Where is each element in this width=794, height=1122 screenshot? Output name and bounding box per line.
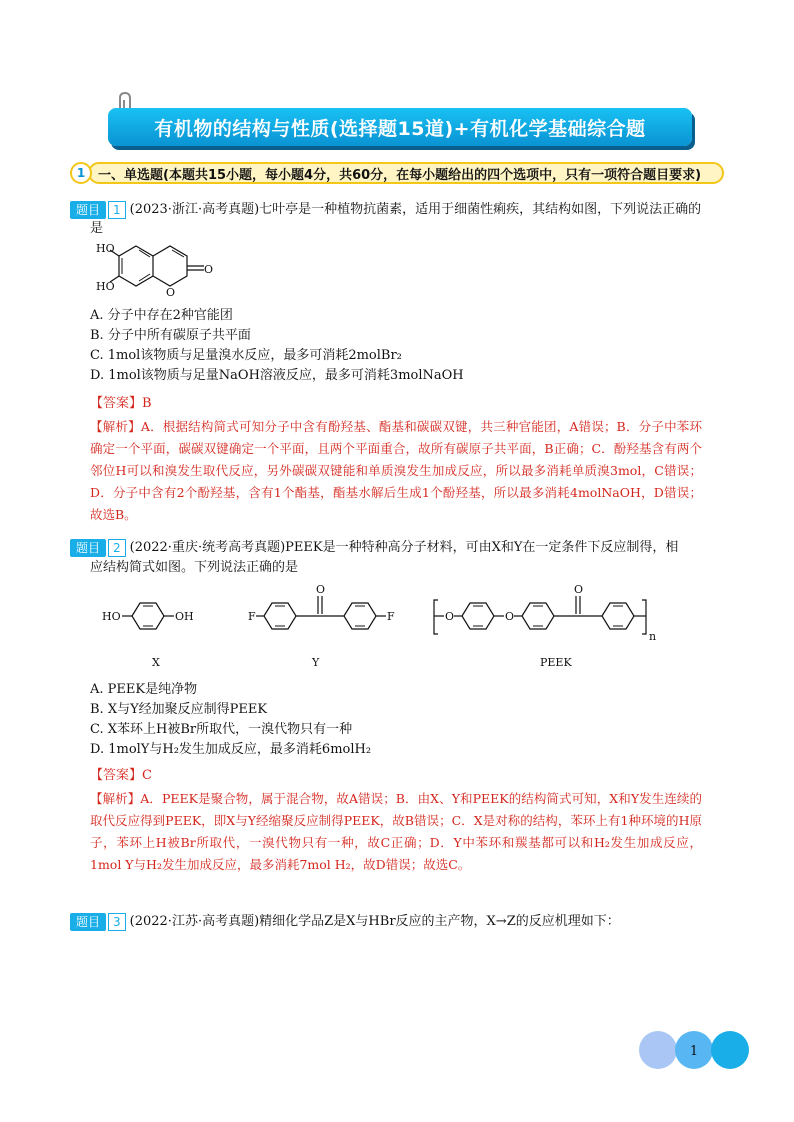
question-number: 2 <box>108 539 126 557</box>
question-3-stem <box>70 912 730 932</box>
page-number-badge <box>638 1030 750 1070</box>
svg-text:HO: HO <box>96 242 115 255</box>
option-c: C. X苯环上H被Br所取代，一溴代物只有一种 <box>90 722 353 737</box>
banner-box <box>108 108 692 146</box>
svg-text:HO: HO <box>102 610 121 623</box>
answer: 【答案】B <box>90 396 152 411</box>
question-2-stem-line2: 应结构简式如图。下列说法正确的是 <box>90 560 299 575</box>
svg-text:F: F <box>387 610 395 623</box>
answer: 【答案】C <box>90 768 152 783</box>
question-stem-line1: (2022·重庆·统考高考真题)PEEK是一种特种高分子材料，可由X和Y在一定条件下反应制得，相 <box>129 540 679 555</box>
question-number: 1 <box>108 201 126 219</box>
question-tag: 题目 <box>70 201 106 219</box>
banner-title: 有机物的结构与性质(选择题15道)+有机化学基础综合题 <box>154 117 646 140</box>
option-a: A. 分子中存在2种官能团 <box>90 308 233 323</box>
svg-text:Y: Y <box>312 656 320 669</box>
option-b: B. X与Y经加聚反应制得PEEK <box>90 702 268 717</box>
question-1-stem <box>70 200 730 220</box>
analysis: 【解析】A．根据结构简式可知分子中含有酚羟基、酯基和碳碳双键，共三种官能团，A错误；B．分子中苯环确定一个平面，碳碳双键确定一个平面，且两个平面重合，故所有碳原子共平面，B正确；C．酚羟基含有两个邻位H可以和溴发生取代反应，另外碳碳双键能和单质溴发生加成反应，所以最多消耗单质溴3mol，C错误；D．分子中含有2个酚羟基，含有1个酯基，酯基水解后生成1个酚羟基，所以最多消耗4molNaOH，D错误；故选B。 <box>90 419 702 522</box>
section-title: 一、单选题(本题共15小题，每小题4分，共60分，在每小题给出的四个选项中，只有一项符合题目要求) <box>98 167 702 183</box>
page-banner <box>108 102 692 148</box>
svg-text:X: X <box>152 656 160 669</box>
question-stem-line1: (2022·江苏·高考真题)精细化学品Z是X与HBr反应的主产物，X→Z的反应机理如下： <box>129 914 620 929</box>
svg-text:F: F <box>248 610 256 623</box>
svg-text:OH: OH <box>175 610 194 623</box>
coumarin-structure <box>96 238 226 302</box>
section-bar <box>88 162 724 184</box>
question-2-stem <box>70 538 730 558</box>
analysis: 【解析】A．PEEK是聚合物，属于混合物，故A错误；B．由X、Y和PEEK的结构简式可知，X和Y发生连续的取代反应得到PEEK，即X与Y经缩聚反应制得PEEK，故B错误；C．X是对称的结构，苯环上有1种环境的H原子，苯环上H被Br所取代，一溴代物只有一种，故C正确；D．Y中苯环和羰基都可以和H₂发生加成反应，1mol Y与H₂发生加成反应，最多消耗7mol H₂，故D错误；故选C。 <box>90 791 702 872</box>
peek-structures <box>100 580 700 670</box>
svg-text:PEEK: PEEK <box>540 656 572 669</box>
svg-text:O: O <box>505 610 515 623</box>
section-header <box>70 162 726 186</box>
svg-text:HO: HO <box>96 280 115 293</box>
option-c: C. 1mol该物质与足量溴水反应，最多可消耗2molBr₂ <box>90 348 402 363</box>
svg-text:O: O <box>316 583 326 596</box>
svg-text:O: O <box>166 286 176 299</box>
option-d: D. 1molY与H₂发生加成反应，最多消耗6molH₂ <box>90 742 372 757</box>
page-number: 1 <box>689 1044 699 1059</box>
svg-text:O: O <box>574 583 584 596</box>
question-tag: 题目 <box>70 539 106 557</box>
svg-text:1: 1 <box>76 166 86 180</box>
svg-text:O: O <box>445 610 455 623</box>
option-b: B. 分子中所有碳原子共平面 <box>90 328 251 343</box>
question-tag: 题目 <box>70 913 106 931</box>
option-a: A. PEEK是纯净物 <box>90 682 198 697</box>
question-1-stem-line2: 是 <box>90 221 104 236</box>
section-badge-icon <box>70 162 92 184</box>
option-d: D. 1mol该物质与足量NaOH溶液反应，最多可消耗3molNaOH <box>90 368 464 383</box>
question-stem-line1: (2023·浙江·高考真题)七叶亭是一种植物抗菌素，适用于细菌性痢疾，其结构如图，下列说法正确的 <box>129 202 702 217</box>
svg-text:O: O <box>204 263 214 276</box>
svg-text:n: n <box>649 630 657 643</box>
question-number: 3 <box>108 913 126 931</box>
